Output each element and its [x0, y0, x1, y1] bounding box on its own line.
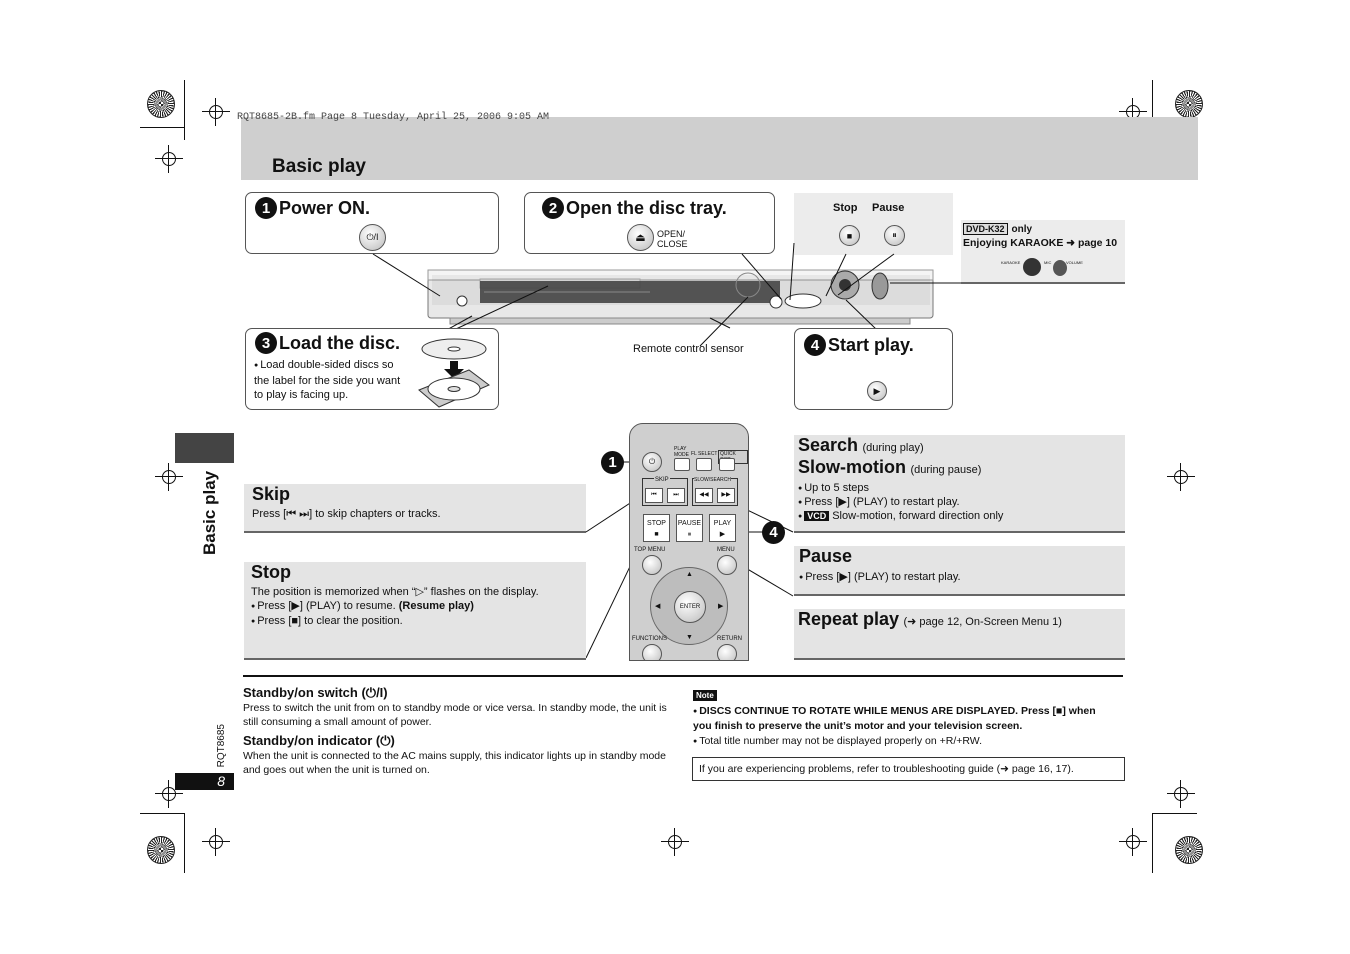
left-arrow-icon: ◀	[655, 603, 661, 610]
enter-button[interactable]	[674, 591, 706, 623]
fl-select-label: FL SELECT	[691, 451, 718, 457]
slow-motion-title: Slow-motion	[798, 457, 906, 477]
remote-play-button[interactable]: PLAY ▶	[709, 514, 736, 542]
pause-button[interactable]: ⏸	[884, 225, 905, 246]
stop-line-3: ● Press [■] to clear the position.	[251, 614, 403, 630]
play-mode-button[interactable]	[674, 458, 690, 471]
troubleshooting-box: If you are experiencing problems, refer to troubleshooting guide (➜ page 16, 17).	[692, 757, 1125, 781]
stop-label: Stop	[833, 202, 858, 214]
step-3-text: ● Load double-sided discs so the label for the side you want to play is facing up.	[254, 358, 406, 403]
repeat-title: Repeat play	[798, 609, 900, 629]
slow-motion-note: (during pause)	[910, 464, 982, 476]
note-bullet-2: ● Total title number may not be displayed properly on +R/+RW.	[693, 734, 982, 750]
top-menu-button[interactable]	[642, 555, 662, 575]
standby-switch-title: Standby/on switch (⏻/I)	[243, 685, 388, 700]
play-mode-label: PLAY MODE	[674, 446, 689, 458]
note-label: Note	[693, 690, 717, 701]
right-arrow-icon: ▶	[718, 603, 724, 610]
model-badge: DVD-K32	[963, 223, 1008, 235]
step-number: 2	[542, 197, 564, 219]
step-title-text: Start play.	[828, 334, 914, 355]
step-4-title	[804, 334, 914, 356]
open-close-label: OPEN/ CLOSE	[657, 229, 688, 249]
remote-stop-label: STOP	[647, 520, 666, 527]
section-rule	[244, 531, 586, 533]
side-tab-title: Basic play	[200, 470, 219, 555]
stop-title: Stop	[251, 562, 291, 582]
vcd-badge: VCD	[804, 511, 829, 521]
return-label: RETURN	[717, 636, 742, 642]
up-arrow-icon: ▲	[686, 571, 693, 578]
navigation-ring[interactable]	[650, 567, 728, 645]
menu-button[interactable]	[717, 555, 737, 575]
remote-pause-button[interactable]: PAUSE ⏸	[676, 514, 703, 542]
karaoke-label: KARAOKE	[1001, 260, 1021, 265]
skip-prev-button[interactable]: ⏮	[645, 488, 663, 503]
step-3-title	[255, 332, 400, 354]
skip-text: Press [⏮ ⏭] to skip chapters or tracks.	[252, 508, 441, 520]
skip-next-button[interactable]: ⏭	[667, 488, 685, 503]
pause-bullet: ● Press [▶] (PLAY) to restart play.	[799, 570, 961, 586]
section-rule	[244, 658, 586, 660]
play-button[interactable]: ▶	[867, 381, 887, 401]
remote-sensor-label: Remote control sensor	[633, 343, 744, 355]
functions-button[interactable]	[642, 644, 662, 661]
quick-osd-label: QUICK	[718, 450, 748, 464]
open-close-button[interactable]: ⏏	[627, 224, 654, 251]
mic-label: MIC	[1044, 260, 1052, 265]
stop-line-1: The position is memorized when “▷” flashes on the display.	[251, 586, 539, 598]
repeat-title-line	[798, 609, 1062, 630]
step-title-text: Load the disc.	[279, 332, 401, 353]
step-title-text: Open the disc tray.	[566, 197, 727, 218]
pause-title: Pause	[799, 546, 853, 566]
slow-search-label: SLOW/SEARCH	[694, 477, 731, 483]
return-button[interactable]	[717, 644, 737, 661]
stop-line-2	[251, 599, 474, 615]
section-rule	[794, 594, 1125, 596]
search-title-line	[798, 435, 924, 456]
search-note: (during play)	[862, 442, 924, 454]
stop-line-2-text: Press [▶] (PLAY) to resume.	[257, 600, 399, 612]
search-rev-button[interactable]: ◀◀	[695, 488, 713, 503]
enter-label: ENTER	[679, 604, 701, 610]
skip-section	[244, 484, 586, 533]
search-bullet-2: ● Press [▶] (PLAY) to restart play.	[798, 495, 960, 511]
quick-osd-button[interactable]	[719, 458, 735, 471]
document-code: RQT8685	[216, 724, 227, 768]
pause-label: Pause	[872, 202, 905, 214]
disc-tray-icon	[414, 335, 492, 409]
search-bullet-3	[798, 509, 1003, 525]
note-bullet-1: ● DISCS CONTINUE TO ROTATE WHILE MENUS ARE DISPLAYED. Press [■] when you finish to preserve the unit’s motor and your television screen.	[693, 704, 1113, 733]
power-button[interactable]: ⏻/I	[359, 224, 386, 251]
search-bullet-1: ● Up to 5 steps	[798, 481, 869, 497]
model-only: only	[1011, 223, 1033, 235]
skip-group	[642, 478, 688, 506]
search-title: Search	[798, 435, 859, 455]
standby-indicator-title: Standby/on indicator (⏻)	[243, 733, 395, 748]
resume-play-label: (Resume play)	[398, 600, 474, 612]
pause-section	[794, 546, 1125, 596]
down-arrow-icon: ▼	[686, 634, 693, 641]
step-number: 3	[255, 332, 277, 354]
remote-power-button[interactable]: ⏻	[642, 452, 662, 472]
section-rule	[794, 658, 1125, 660]
step-number: 4	[804, 334, 826, 356]
step-title-text: Power ON.	[279, 197, 371, 218]
stop-section	[244, 562, 586, 660]
search-bullet-3-text: Slow-motion, forward direction only	[832, 510, 1004, 522]
step-number: 1	[255, 197, 277, 219]
menu-label: MENU	[717, 547, 735, 553]
step-3-callout	[245, 328, 499, 410]
standby-indicator-text: When the unit is connected to the AC mains supply, this indicator lights up in standby mode and goes out when the unit is turned on.	[243, 750, 666, 776]
standby-switch-text: Press to switch the unit from on to standby mode or vice versa. In standby mode, the unit is still consuming a small amount of power.	[243, 702, 667, 728]
slow-title-line	[798, 457, 981, 478]
remote-control	[629, 423, 749, 661]
repeat-section	[794, 609, 1125, 660]
search-fwd-button[interactable]: ▶▶	[717, 488, 735, 503]
search-section	[794, 435, 1125, 533]
remote-play-label: PLAY	[713, 520, 732, 527]
skip-group-label: SKIP	[655, 477, 669, 483]
page-number: 8	[175, 773, 234, 790]
file-stamp: RQT8685-2B.fm Page 8 Tuesday, April 25, 2006 9:05 AM	[237, 112, 550, 123]
fl-select-button[interactable]	[696, 458, 712, 471]
functions-label: FUNCTIONS	[632, 636, 667, 642]
page-title: Basic play	[272, 156, 366, 177]
remote-pause-label: PAUSE	[677, 520, 702, 527]
repeat-note: (➜ page 12, On-Screen Menu 1)	[903, 616, 1062, 628]
karaoke-ref: Enjoying KARAOKE ➜ page 10	[963, 237, 1118, 249]
section-divider	[243, 675, 1123, 677]
section-rule	[794, 531, 1125, 533]
slow-search-group	[692, 478, 738, 506]
top-menu-label: TOP MENU	[634, 547, 666, 553]
remote-callout-4: 4	[762, 521, 785, 544]
remote-stop-button[interactable]: STOP ■	[643, 514, 670, 542]
remote-callout-1: 1	[601, 451, 624, 474]
skip-title: Skip	[252, 484, 291, 504]
stop-button[interactable]: ■	[839, 225, 860, 246]
step-4-callout	[794, 328, 953, 410]
volume-label: VOLUME	[1066, 260, 1083, 265]
